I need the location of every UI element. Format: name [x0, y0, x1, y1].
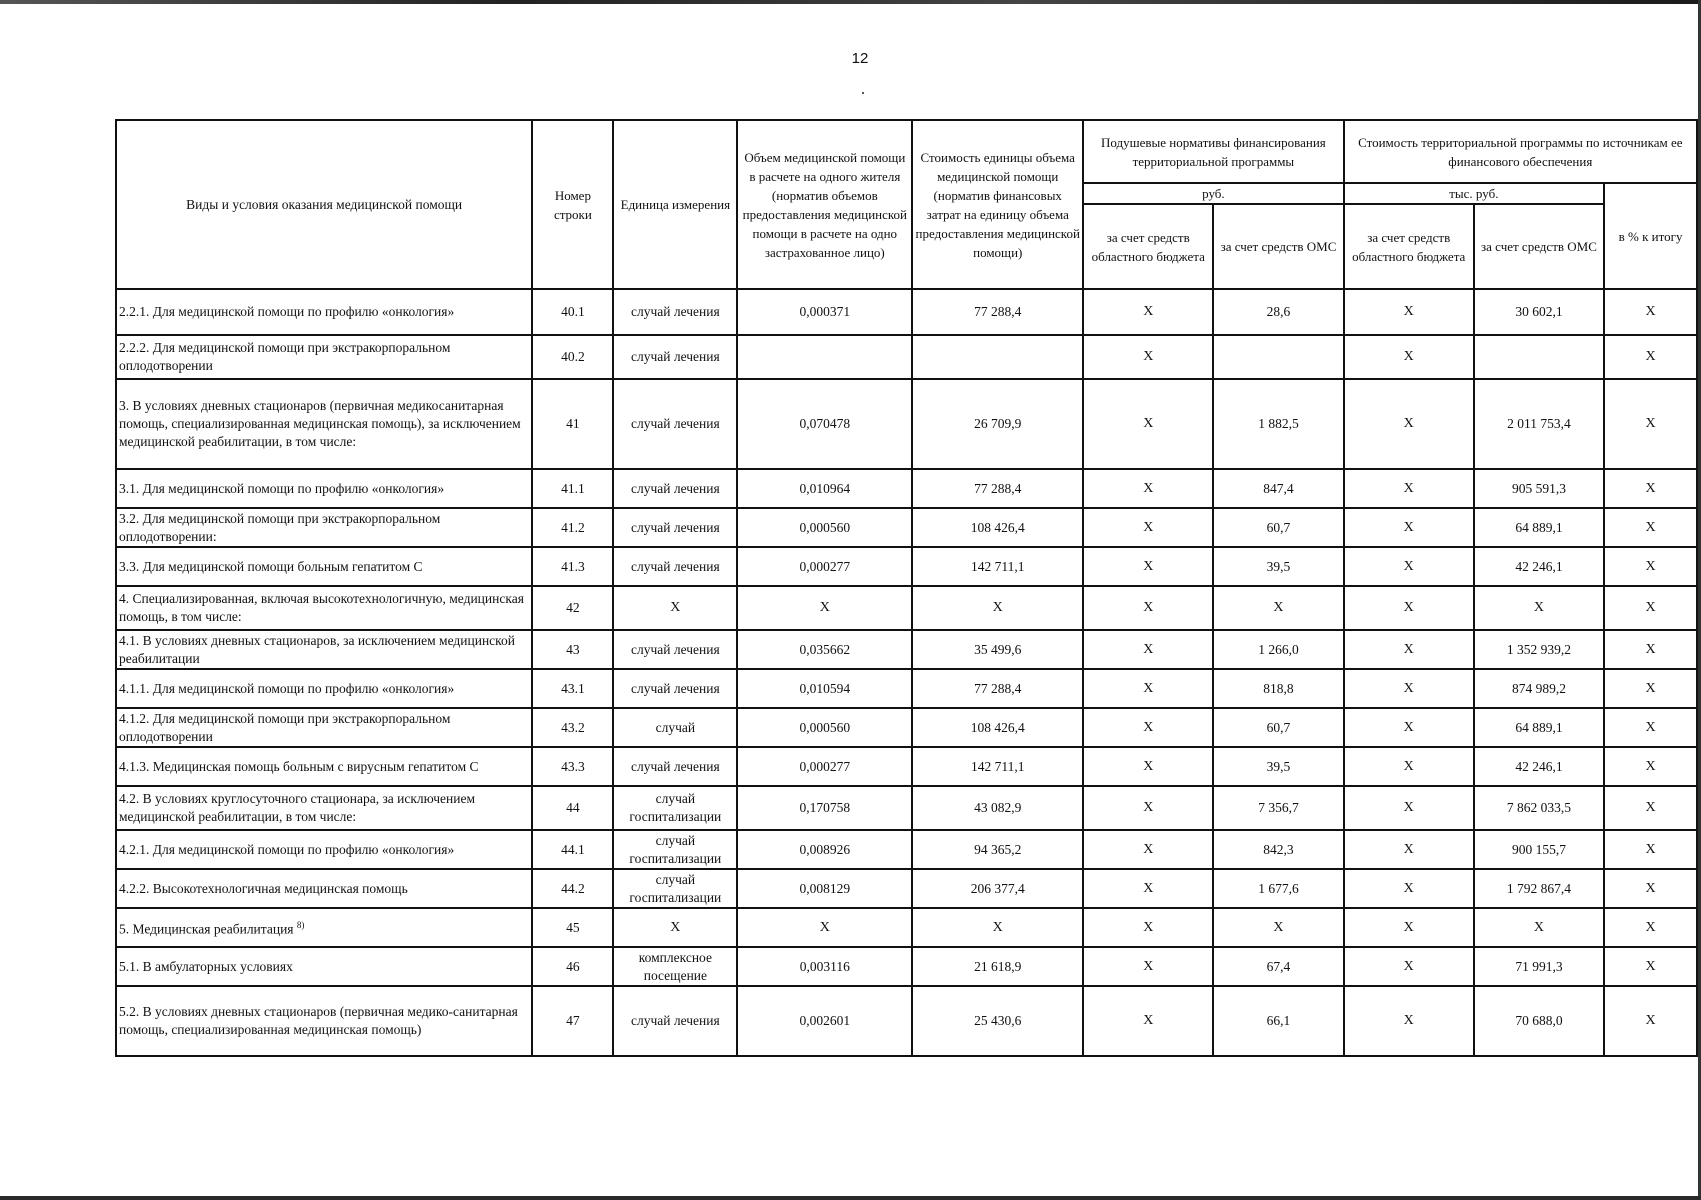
- row-label: 4.1.3. Медицинская помощь больным с вирусным гепатитом С: [119, 758, 479, 774]
- row-label: 3.3. Для медицинской помощи больным гепатитом С: [119, 558, 423, 574]
- cell-unit: случай лечения: [613, 986, 737, 1056]
- cell-tc-budget: Х: [1344, 289, 1474, 335]
- cell-unit: комплексное посещение: [613, 947, 737, 986]
- row-label: 2.2.1. Для медицинской помощи по профилю «онкология»: [119, 304, 455, 319]
- table-row: [116, 669, 1697, 708]
- cell-tc-oms: 70 688,0: [1474, 986, 1604, 1056]
- cell-cost: 108 426,4: [912, 708, 1083, 747]
- cell-cost: 142 711,1: [912, 747, 1083, 786]
- row-label: 4.1.2. Для медицинской помощи при экстракорпоральном оплодотворении: [119, 710, 451, 744]
- cell-tc-budget: Х: [1344, 869, 1474, 908]
- cell-pct: Х: [1604, 986, 1697, 1056]
- cell-pc-oms: 67,4: [1213, 947, 1343, 986]
- cell-tc-budget: Х: [1344, 669, 1474, 708]
- cell-tc-budget: Х: [1344, 708, 1474, 747]
- cell-tc-budget: Х: [1344, 547, 1474, 586]
- cell-num: 46: [532, 947, 613, 986]
- cell-pc-budget: Х: [1083, 786, 1213, 830]
- table-row: [116, 586, 1697, 630]
- cell-tc-budget: Х: [1344, 630, 1474, 669]
- cell-tc-budget: Х: [1344, 830, 1474, 869]
- cell-pc-budget: Х: [1083, 947, 1213, 986]
- cell-pc-oms: [1213, 335, 1343, 379]
- cell-pc-oms: 39,5: [1213, 547, 1343, 586]
- scan-edge-bottom: [0, 1196, 1701, 1200]
- header-program-cost: Стоимость территориальной программы по источникам ее финансового обеспечения: [1344, 120, 1697, 183]
- cell-volume: 0,170758: [737, 786, 912, 830]
- cell-unit: случай лечения: [613, 508, 737, 547]
- cell-pc-oms: 60,7: [1213, 708, 1343, 747]
- cell-pct: Х: [1604, 830, 1697, 869]
- header-percent: в % к итогу: [1604, 183, 1697, 289]
- cell-pct: Х: [1604, 669, 1697, 708]
- cell-name: [116, 908, 532, 947]
- cell-pct: Х: [1604, 947, 1697, 986]
- cell-unit: случай госпитализации: [613, 869, 737, 908]
- table-row: [116, 947, 1697, 986]
- cell-pct: Х: [1604, 869, 1697, 908]
- cell-volume: 0,000560: [737, 508, 912, 547]
- cell-cost: 94 365,2: [912, 830, 1083, 869]
- table-row: [116, 908, 1697, 947]
- cell-tc-oms: 874 989,2: [1474, 669, 1604, 708]
- cell-pc-budget: Х: [1083, 335, 1213, 379]
- cell-name: [116, 379, 532, 469]
- footnote-mark: 8): [296, 920, 305, 931]
- cell-num: 41.1: [532, 469, 613, 508]
- cell-cost: 26 709,9: [912, 379, 1083, 469]
- cell-pc-budget: Х: [1083, 586, 1213, 630]
- cell-num: 43: [532, 630, 613, 669]
- cell-volume: 0,002601: [737, 986, 912, 1056]
- cell-tc-budget: Х: [1344, 586, 1474, 630]
- cell-unit: случай госпитализации: [613, 830, 737, 869]
- cell-pc-budget: Х: [1083, 669, 1213, 708]
- scan-speck: [862, 92, 864, 94]
- scan-edge-top: [0, 0, 1701, 4]
- cell-pc-budget: Х: [1083, 630, 1213, 669]
- table-row: [116, 708, 1697, 747]
- cell-num: 44.2: [532, 869, 613, 908]
- cell-unit: Х: [613, 908, 737, 947]
- cell-name: [116, 747, 532, 786]
- cell-volume: 0,000277: [737, 747, 912, 786]
- cell-tc-budget: Х: [1344, 947, 1474, 986]
- cell-pc-budget: Х: [1083, 869, 1213, 908]
- cell-pct: Х: [1604, 708, 1697, 747]
- table-row: [116, 630, 1697, 669]
- cell-cost: 108 426,4: [912, 508, 1083, 547]
- cell-name: [116, 630, 532, 669]
- cell-num: 42: [532, 586, 613, 630]
- table-row: [116, 747, 1697, 786]
- cell-tc-oms: [1474, 335, 1604, 379]
- financing-table: [115, 119, 1698, 1057]
- cell-volume: Х: [737, 586, 912, 630]
- row-label: 5.2. В условиях дневных стационаров (первичная медико-санитарная помощь, специализированная медицинская помощь): [119, 1004, 518, 1037]
- cell-num: 43.3: [532, 747, 613, 786]
- row-label: 4.1.1. Для медицинской помощи по профилю «онкология»: [119, 680, 455, 696]
- cell-pc-budget: Х: [1083, 747, 1213, 786]
- cell-pct: Х: [1604, 379, 1697, 469]
- cell-pct: Х: [1604, 508, 1697, 547]
- cell-pc-oms: Х: [1213, 586, 1343, 630]
- cell-volume: 0,035662: [737, 630, 912, 669]
- cell-cost: 43 082,9: [912, 786, 1083, 830]
- cell-tc-oms: 2 011 753,4: [1474, 379, 1604, 469]
- cell-tc-oms: 42 246,1: [1474, 747, 1604, 786]
- cell-pc-budget: Х: [1083, 289, 1213, 335]
- cell-cost: 77 288,4: [912, 289, 1083, 335]
- cell-num: 41.2: [532, 508, 613, 547]
- table-row: [116, 830, 1697, 869]
- cell-pc-budget: Х: [1083, 986, 1213, 1056]
- cell-pc-oms: 1 882,5: [1213, 379, 1343, 469]
- cell-name: [116, 869, 532, 908]
- row-label: 4. Специализированная, включая высокотехнологичную, медицинская помощь, в том числе:: [119, 591, 524, 624]
- cell-volume: 0,000371: [737, 289, 912, 335]
- cell-unit: случай лечения: [613, 547, 737, 586]
- row-label: 4.2.1. Для медицинской помощи по профилю «онкология»: [119, 841, 455, 857]
- cell-num: 44.1: [532, 830, 613, 869]
- header-type: Виды и условия оказания медицинской помощи: [116, 120, 532, 289]
- cell-pct: Х: [1604, 630, 1697, 669]
- cell-name: [116, 508, 532, 547]
- cell-unit: случай лечения: [613, 669, 737, 708]
- row-label: 3.1. Для медицинской помощи по профилю «онкология»: [119, 480, 445, 496]
- row-label: 4.1. В условиях дневных стационаров, за исключением медицинской реабилитации: [119, 632, 516, 666]
- cell-pc-oms: 842,3: [1213, 830, 1343, 869]
- cell-pc-oms: Х: [1213, 908, 1343, 947]
- cell-name: [116, 708, 532, 747]
- cell-pct: Х: [1604, 786, 1697, 830]
- header-volume: Объем медицинской помощи в расчете на одного жителя (норматив объемов предоставления медицинской помощи в расчете на одно застрахованное лицо): [737, 120, 912, 289]
- cell-name: [116, 669, 532, 708]
- cell-tc-oms: 64 889,1: [1474, 508, 1604, 547]
- cell-cost: 35 499,6: [912, 630, 1083, 669]
- cell-pc-oms: 28,6: [1213, 289, 1343, 335]
- row-label: 5.1. В амбулаторных условиях: [119, 958, 293, 974]
- cell-tc-budget: Х: [1344, 469, 1474, 508]
- header-row-number: Номер строки: [532, 120, 613, 289]
- cell-pc-budget: Х: [1083, 508, 1213, 547]
- cell-unit: случай лечения: [613, 469, 737, 508]
- cell-volume: 0,008129: [737, 869, 912, 908]
- cell-pc-oms: 1 266,0: [1213, 630, 1343, 669]
- table-row: [116, 379, 1697, 469]
- cell-name: [116, 830, 532, 869]
- cell-num: 43.1: [532, 669, 613, 708]
- table-body: [116, 289, 1697, 1056]
- cell-unit: случай госпитализации: [613, 786, 737, 830]
- cell-pc-oms: 66,1: [1213, 986, 1343, 1056]
- header-pc-regional-budget: за счет средств областного бюджета: [1083, 204, 1213, 289]
- cell-cost: 206 377,4: [912, 869, 1083, 908]
- cell-num: 41.3: [532, 547, 613, 586]
- header-pc-oms: за счет средств ОМС: [1213, 204, 1343, 289]
- cell-tc-oms: 900 155,7: [1474, 830, 1604, 869]
- cell-pc-budget: Х: [1083, 379, 1213, 469]
- cell-name: [116, 335, 532, 379]
- cell-tc-budget: Х: [1344, 747, 1474, 786]
- cell-tc-oms: 71 991,3: [1474, 947, 1604, 986]
- cell-name: [116, 547, 532, 586]
- table-row: [116, 986, 1697, 1056]
- cell-unit: Х: [613, 586, 737, 630]
- cell-num: 44: [532, 786, 613, 830]
- cell-pc-budget: Х: [1083, 908, 1213, 947]
- row-label: 4.2.2. Высокотехнологичная медицинская помощь: [119, 880, 408, 896]
- cell-tc-budget: Х: [1344, 786, 1474, 830]
- cell-volume: 0,000277: [737, 547, 912, 586]
- cell-num: 43.2: [532, 708, 613, 747]
- row-label: 5. Медицинская реабилитация: [119, 921, 294, 937]
- table-row: [116, 508, 1697, 547]
- cell-pc-budget: Х: [1083, 469, 1213, 508]
- cell-pc-oms: 39,5: [1213, 747, 1343, 786]
- row-label: 2.2.2. Для медицинской помощи при экстракорпоральном оплодотворении: [119, 340, 451, 373]
- cell-tc-budget: Х: [1344, 986, 1474, 1056]
- cell-name: [116, 289, 532, 335]
- header-per-capita-unit: руб.: [1083, 183, 1343, 204]
- cell-pc-budget: Х: [1083, 830, 1213, 869]
- cell-tc-oms: Х: [1474, 908, 1604, 947]
- cell-name: [116, 947, 532, 986]
- cell-unit: случай лечения: [613, 747, 737, 786]
- cell-volume: Х: [737, 908, 912, 947]
- table-row: [116, 335, 1697, 379]
- cell-num: 47: [532, 986, 613, 1056]
- cell-num: 41: [532, 379, 613, 469]
- cell-pc-oms: 1 677,6: [1213, 869, 1343, 908]
- cell-pct: Х: [1604, 469, 1697, 508]
- cell-cost: [912, 335, 1083, 379]
- table-row: [116, 786, 1697, 830]
- cell-tc-oms: 64 889,1: [1474, 708, 1604, 747]
- cell-tc-oms: 7 862 033,5: [1474, 786, 1604, 830]
- cell-num: 45: [532, 908, 613, 947]
- cell-tc-budget: Х: [1344, 335, 1474, 379]
- cell-volume: [737, 335, 912, 379]
- header-unit: Единица измерения: [613, 120, 737, 289]
- cell-pct: Х: [1604, 335, 1697, 379]
- header-per-capita: Подушевые нормативы финансирования территориальной программы: [1083, 120, 1343, 183]
- cell-tc-oms: 30 602,1: [1474, 289, 1604, 335]
- cell-tc-budget: Х: [1344, 908, 1474, 947]
- cell-tc-budget: Х: [1344, 379, 1474, 469]
- cell-name: [116, 986, 532, 1056]
- table-row: [116, 469, 1697, 508]
- cell-name: [116, 469, 532, 508]
- cell-tc-oms: 905 591,3: [1474, 469, 1604, 508]
- cell-num: 40.2: [532, 335, 613, 379]
- table-row: [116, 869, 1697, 908]
- cell-pc-budget: Х: [1083, 708, 1213, 747]
- cell-pct: Х: [1604, 289, 1697, 335]
- cell-volume: 0,010964: [737, 469, 912, 508]
- cell-volume: 0,070478: [737, 379, 912, 469]
- table-row: [116, 289, 1697, 335]
- cell-cost: 21 618,9: [912, 947, 1083, 986]
- header-program-cost-unit: тыс. руб.: [1344, 183, 1604, 204]
- cell-pc-budget: Х: [1083, 547, 1213, 586]
- cell-tc-budget: Х: [1344, 508, 1474, 547]
- cell-pc-oms: 60,7: [1213, 508, 1343, 547]
- cell-unit: случай лечения: [613, 289, 737, 335]
- cell-volume: 0,003116: [737, 947, 912, 986]
- cell-tc-oms: 42 246,1: [1474, 547, 1604, 586]
- cell-name: [116, 786, 532, 830]
- cell-cost: 77 288,4: [912, 669, 1083, 708]
- cell-cost: 25 430,6: [912, 986, 1083, 1056]
- cell-volume: 0,000560: [737, 708, 912, 747]
- cell-num: 40.1: [532, 289, 613, 335]
- cell-volume: 0,008926: [737, 830, 912, 869]
- cell-cost: Х: [912, 908, 1083, 947]
- cell-cost: 142 711,1: [912, 547, 1083, 586]
- page-number: 12: [851, 50, 869, 67]
- row-label: 3. В условиях дневных стационаров (первичная медикосанитарная помощь, специализированная медицинская помощь), за исключением медицинской реабилитации, в том числе:: [119, 398, 521, 449]
- row-label: 3.2. Для медицинской помощи при экстракорпоральном оплодотворении:: [119, 510, 441, 544]
- cell-tc-oms: Х: [1474, 586, 1604, 630]
- cell-pc-oms: 818,8: [1213, 669, 1343, 708]
- cell-tc-oms: 1 792 867,4: [1474, 869, 1604, 908]
- cell-pct: Х: [1604, 586, 1697, 630]
- row-label: 4.2. В условиях круглосуточного стационара, за исключением медицинской реабилитации, в том числе:: [119, 791, 476, 824]
- cell-cost: Х: [912, 586, 1083, 630]
- cell-unit: случай: [613, 708, 737, 747]
- table-row: [116, 547, 1697, 586]
- header-tc-regional-budget: за счет средств областного бюджета: [1344, 204, 1474, 289]
- cell-unit: случай лечения: [613, 630, 737, 669]
- cell-cost: 77 288,4: [912, 469, 1083, 508]
- cell-volume: 0,010594: [737, 669, 912, 708]
- cell-name: [116, 586, 532, 630]
- cell-pct: Х: [1604, 547, 1697, 586]
- header-tc-oms: за счет средств ОМС: [1474, 204, 1604, 289]
- cell-unit: случай лечения: [613, 335, 737, 379]
- cell-tc-oms: 1 352 939,2: [1474, 630, 1604, 669]
- cell-pc-oms: 847,4: [1213, 469, 1343, 508]
- cell-pct: Х: [1604, 908, 1697, 947]
- cell-pc-oms: 7 356,7: [1213, 786, 1343, 830]
- cell-unit: случай лечения: [613, 379, 737, 469]
- header-cost: Стоимость единицы объема медицинской помощи (норматив финансовых затрат на единицу объема предоставления медицинской помощи): [912, 120, 1083, 289]
- cell-pct: Х: [1604, 747, 1697, 786]
